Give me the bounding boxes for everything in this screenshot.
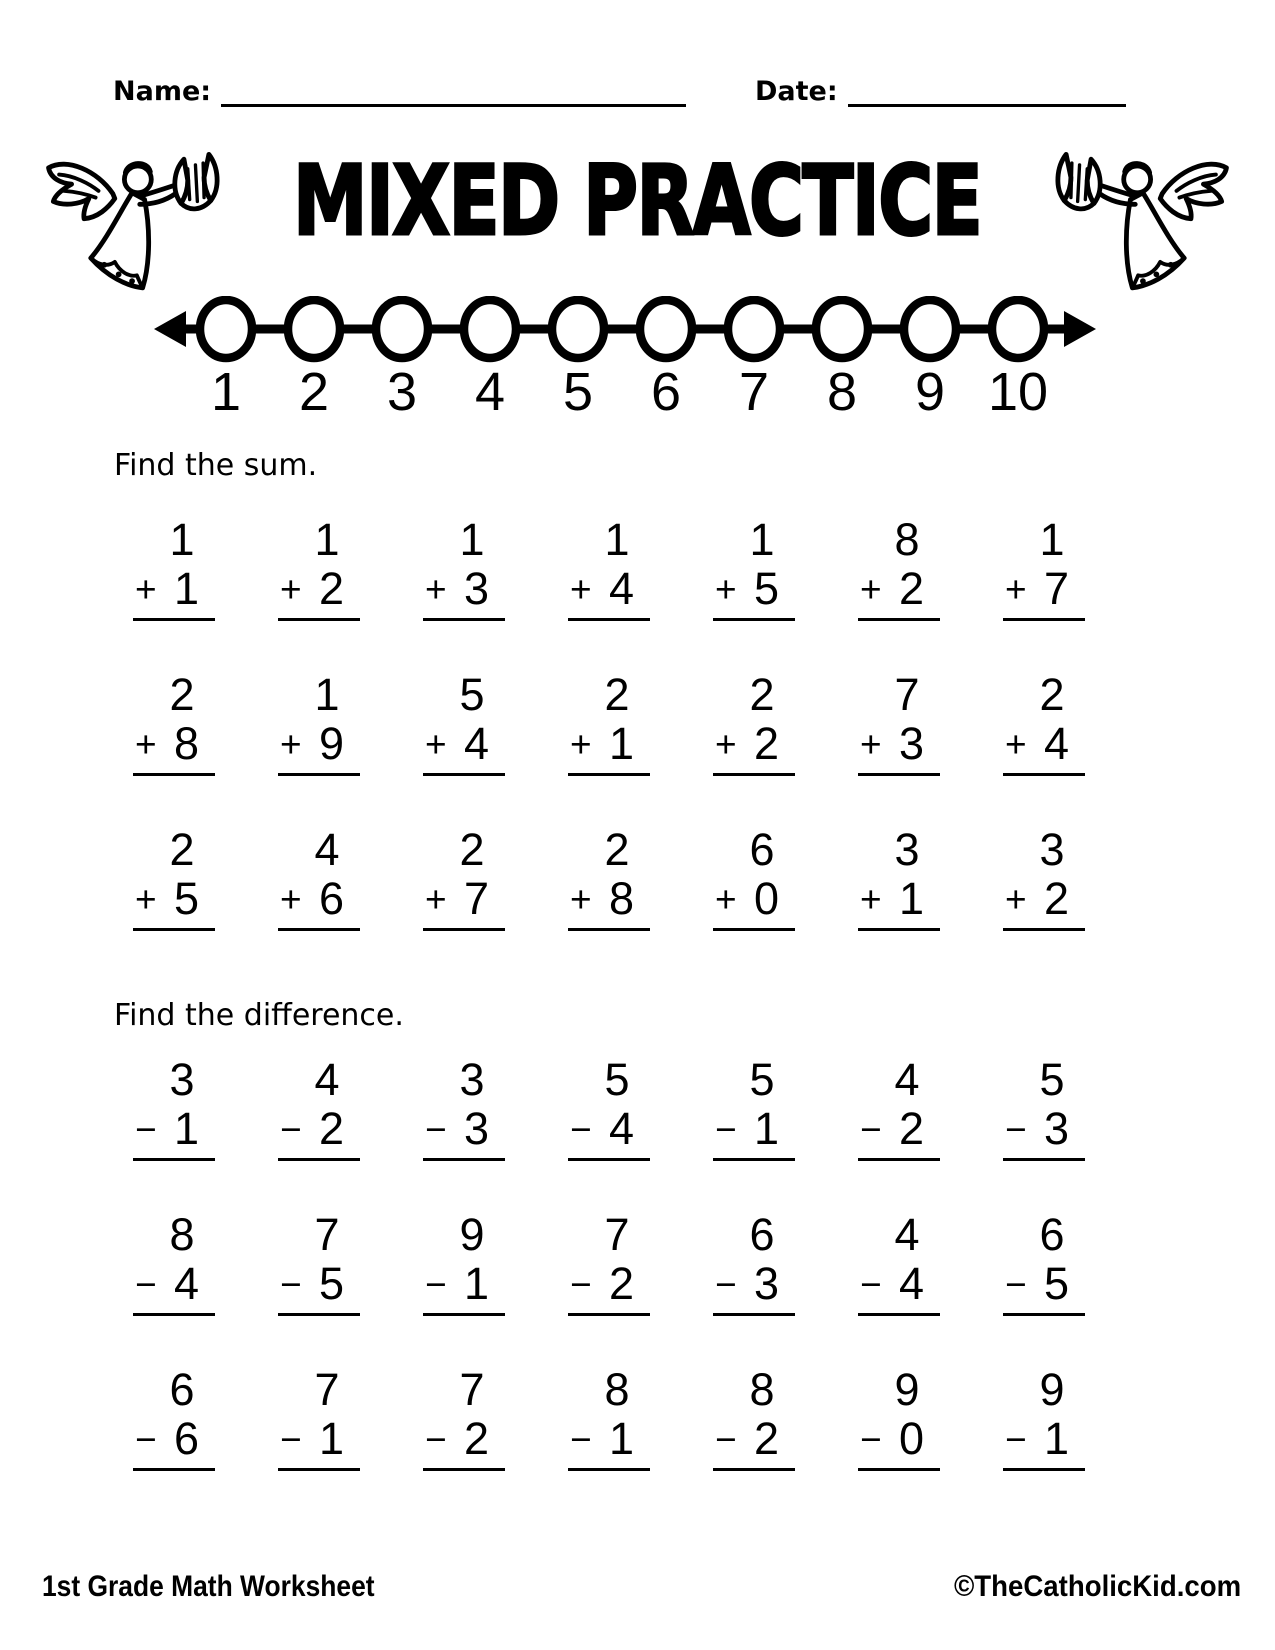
plus-operator: +: [1005, 723, 1027, 765]
top-operand: 2: [169, 669, 195, 720]
plus-operator: +: [425, 568, 447, 610]
operator-row: [278, 875, 360, 923]
top-operand: 1: [314, 514, 340, 565]
top-operand: 6: [169, 1364, 195, 1415]
number-line-label: 1: [210, 362, 242, 416]
minus-operator: −: [715, 1263, 737, 1305]
operator-row: [423, 1415, 505, 1463]
bottom-operand: 2: [898, 1103, 924, 1154]
bottom-operand: 6: [318, 873, 344, 924]
bottom-operand: 0: [753, 873, 779, 924]
operator-row: [713, 875, 795, 923]
operator-row: [713, 720, 795, 768]
number-line-point: [464, 300, 516, 358]
name-write-line: [221, 76, 686, 107]
top-operand: 7: [604, 1209, 630, 1260]
minus-operator: −: [425, 1108, 447, 1150]
problem: [278, 1366, 360, 1471]
top-operand: 6: [1039, 1209, 1065, 1260]
top-operand: 1: [1039, 514, 1065, 565]
number-line-point: [728, 300, 780, 358]
bottom-operand: 1: [898, 873, 924, 924]
problem: [133, 1366, 215, 1471]
problem: [278, 1056, 360, 1161]
operator-row: [423, 720, 505, 768]
operator-row: [568, 1415, 650, 1463]
bottom-operand: 7: [1043, 563, 1069, 614]
plus-operator: +: [280, 568, 302, 610]
top-operand: 2: [169, 824, 195, 875]
top-operand: 2: [749, 669, 775, 720]
problem: [133, 516, 215, 621]
bottom-operand: 0: [898, 1413, 924, 1464]
top-operand: 9: [1039, 1364, 1065, 1415]
bottom-operand: 1: [753, 1103, 779, 1154]
bottom-operand: 1: [1043, 1413, 1069, 1464]
problem: [858, 1056, 940, 1161]
bottom-operand: 1: [608, 1413, 634, 1464]
operator-row: [133, 720, 215, 768]
bottom-operand: 2: [608, 1258, 634, 1309]
minus-operator: −: [280, 1108, 302, 1150]
problem: [568, 1211, 650, 1316]
plus-operator: +: [425, 878, 447, 920]
bottom-operand: 5: [753, 563, 779, 614]
difference-section-heading: Find the difference.: [114, 998, 404, 1033]
operator-row: [858, 1105, 940, 1153]
top-operand: 8: [749, 1364, 775, 1415]
plus-operator: +: [1005, 568, 1027, 610]
problem: [423, 1056, 505, 1161]
top-operand: 8: [169, 1209, 195, 1260]
operator-row: [133, 875, 215, 923]
problem: [1003, 671, 1085, 776]
minus-operator: −: [280, 1418, 302, 1460]
minus-operator: −: [570, 1108, 592, 1150]
operator-row: [713, 565, 795, 613]
operator-row: [423, 565, 505, 613]
top-operand: 6: [749, 1209, 775, 1260]
problem: [278, 671, 360, 776]
problem: [1003, 1366, 1085, 1471]
problem: [1003, 516, 1085, 621]
bottom-operand: 9: [318, 718, 344, 769]
bottom-operand: 3: [898, 718, 924, 769]
operator-row: [713, 1415, 795, 1463]
plus-operator: +: [715, 568, 737, 610]
problem: [713, 826, 795, 931]
problem: [568, 671, 650, 776]
top-operand: 7: [894, 669, 920, 720]
sum-problems-grid: [133, 516, 1085, 931]
problem: [133, 671, 215, 776]
bottom-operand: 3: [1043, 1103, 1069, 1154]
plus-operator: +: [135, 723, 157, 765]
top-operand: 9: [894, 1364, 920, 1415]
bottom-operand: 1: [173, 1103, 199, 1154]
bottom-operand: 8: [608, 873, 634, 924]
operator-row: [1003, 875, 1085, 923]
number-line-label: 4: [474, 362, 506, 416]
top-operand: 4: [314, 824, 340, 875]
number-line: [150, 296, 1100, 416]
bottom-operand: 1: [608, 718, 634, 769]
bottom-operand: 2: [898, 563, 924, 614]
plus-operator: +: [860, 568, 882, 610]
minus-operator: −: [135, 1108, 157, 1150]
bottom-operand: 2: [463, 1413, 489, 1464]
problem: [1003, 1211, 1085, 1316]
operator-row: [423, 1105, 505, 1153]
operator-row: [858, 1415, 940, 1463]
bottom-operand: 2: [1043, 873, 1069, 924]
problem: [713, 671, 795, 776]
footer-copyright: ©TheCatholicKid.com: [953, 1570, 1241, 1603]
top-operand: 1: [749, 514, 775, 565]
problem: [713, 1211, 795, 1316]
problem: [278, 1211, 360, 1316]
bottom-operand: 2: [318, 1103, 344, 1154]
number-line-label: 10: [987, 362, 1049, 416]
minus-operator: −: [1005, 1263, 1027, 1305]
bottom-operand: 2: [753, 718, 779, 769]
name-field: [113, 76, 686, 107]
plus-operator: +: [570, 878, 592, 920]
top-operand: 7: [314, 1364, 340, 1415]
number-line-point: [200, 300, 252, 358]
bottom-operand: 5: [318, 1258, 344, 1309]
top-operand: 4: [314, 1054, 340, 1105]
top-operand: 8: [604, 1364, 630, 1415]
problem: [423, 671, 505, 776]
minus-operator: −: [860, 1108, 882, 1150]
top-operand: 6: [749, 824, 775, 875]
minus-operator: −: [570, 1263, 592, 1305]
operator-row: [133, 1260, 215, 1308]
operator-row: [278, 1260, 360, 1308]
minus-operator: −: [135, 1263, 157, 1305]
number-line-point: [640, 300, 692, 358]
problem: [1003, 1056, 1085, 1161]
problem: [133, 826, 215, 931]
operator-row: [278, 1105, 360, 1153]
number-line-point: [552, 300, 604, 358]
problem: [278, 826, 360, 931]
bottom-operand: 2: [753, 1413, 779, 1464]
top-operand: 4: [894, 1054, 920, 1105]
plus-operator: +: [570, 568, 592, 610]
number-line-point: [376, 300, 428, 358]
date-write-line: [848, 76, 1126, 107]
problem: [568, 1366, 650, 1471]
problem: [713, 1366, 795, 1471]
bottom-operand: 6: [173, 1413, 199, 1464]
top-operand: 4: [894, 1209, 920, 1260]
page-title: MIXED PRACTICE: [293, 145, 982, 257]
problem: [858, 671, 940, 776]
problem: [423, 1366, 505, 1471]
number-line-label: 2: [298, 362, 330, 416]
minus-operator: −: [425, 1263, 447, 1305]
problem: [133, 1211, 215, 1316]
plus-operator: +: [135, 568, 157, 610]
top-operand: 8: [894, 514, 920, 565]
minus-operator: −: [135, 1418, 157, 1460]
name-label: Name:: [113, 76, 212, 107]
operator-row: [1003, 1415, 1085, 1463]
number-line-point: [288, 300, 340, 358]
problem: [568, 1056, 650, 1161]
plus-operator: +: [860, 878, 882, 920]
bottom-operand: 5: [1043, 1258, 1069, 1309]
number-line-label: 7: [738, 362, 770, 416]
plus-operator: +: [715, 878, 737, 920]
bottom-operand: 8: [173, 718, 199, 769]
problem: [858, 1366, 940, 1471]
top-operand: 5: [749, 1054, 775, 1105]
operator-row: [568, 565, 650, 613]
number-line-label: 9: [914, 362, 946, 416]
difference-problems-grid: [133, 1056, 1085, 1471]
minus-operator: −: [715, 1418, 737, 1460]
number-line-point: [816, 300, 868, 358]
top-operand: 3: [1039, 824, 1065, 875]
plus-operator: +: [280, 723, 302, 765]
minus-operator: −: [1005, 1108, 1027, 1150]
date-label: Date:: [755, 76, 838, 107]
problem: [858, 1211, 940, 1316]
plus-operator: +: [570, 723, 592, 765]
top-operand: 5: [604, 1054, 630, 1105]
problem: [568, 826, 650, 931]
bottom-operand: 5: [173, 873, 199, 924]
top-operand: 2: [604, 669, 630, 720]
date-field: [755, 76, 1126, 107]
minus-operator: −: [425, 1418, 447, 1460]
top-operand: 3: [169, 1054, 195, 1105]
problem: [423, 1211, 505, 1316]
minus-operator: −: [280, 1263, 302, 1305]
operator-row: [133, 1105, 215, 1153]
plus-operator: +: [715, 723, 737, 765]
top-operand: 3: [894, 824, 920, 875]
top-operand: 5: [459, 669, 485, 720]
problem: [713, 516, 795, 621]
plus-operator: +: [1005, 878, 1027, 920]
operator-row: [858, 1260, 940, 1308]
bottom-operand: 3: [753, 1258, 779, 1309]
number-line-label: 8: [826, 362, 858, 416]
bottom-operand: 2: [318, 563, 344, 614]
bottom-operand: 4: [608, 563, 634, 614]
plus-operator: +: [280, 878, 302, 920]
operator-row: [1003, 720, 1085, 768]
minus-operator: −: [715, 1108, 737, 1150]
operator-row: [423, 875, 505, 923]
operator-row: [568, 720, 650, 768]
minus-operator: −: [570, 1418, 592, 1460]
bottom-operand: 4: [463, 718, 489, 769]
problem: [133, 1056, 215, 1161]
top-operand: 1: [169, 514, 195, 565]
number-line-label: 6: [650, 362, 682, 416]
bottom-operand: 4: [173, 1258, 199, 1309]
operator-row: [568, 875, 650, 923]
operator-row: [1003, 565, 1085, 613]
number-line-point: [992, 300, 1044, 358]
bottom-operand: 4: [898, 1258, 924, 1309]
bottom-operand: 3: [463, 563, 489, 614]
operator-row: [278, 565, 360, 613]
operator-row: [423, 1260, 505, 1308]
top-operand: 3: [459, 1054, 485, 1105]
footer-worksheet-label: 1st Grade Math Worksheet: [42, 1570, 375, 1603]
problem: [858, 516, 940, 621]
bottom-operand: 1: [173, 563, 199, 614]
operator-row: [1003, 1260, 1085, 1308]
operator-row: [568, 1260, 650, 1308]
bottom-operand: 1: [318, 1413, 344, 1464]
top-operand: 7: [459, 1364, 485, 1415]
minus-operator: −: [860, 1263, 882, 1305]
plus-operator: +: [425, 723, 447, 765]
problem: [568, 516, 650, 621]
top-operand: 1: [604, 514, 630, 565]
top-operand: 1: [314, 669, 340, 720]
operator-row: [713, 1260, 795, 1308]
number-line-point: [904, 300, 956, 358]
problem: [713, 1056, 795, 1161]
operator-row: [713, 1105, 795, 1153]
bottom-operand: 3: [463, 1103, 489, 1154]
operator-row: [278, 1415, 360, 1463]
problem: [858, 826, 940, 931]
operator-row: [858, 875, 940, 923]
operator-row: [133, 565, 215, 613]
problem: [1003, 826, 1085, 931]
problem: [423, 826, 505, 931]
top-operand: 5: [1039, 1054, 1065, 1105]
operator-row: [568, 1105, 650, 1153]
minus-operator: −: [860, 1418, 882, 1460]
operator-row: [1003, 1105, 1085, 1153]
number-line-label: 3: [386, 362, 418, 416]
bottom-operand: 1: [463, 1258, 489, 1309]
operator-row: [858, 720, 940, 768]
top-operand: 2: [604, 824, 630, 875]
top-operand: 2: [1039, 669, 1065, 720]
minus-operator: −: [1005, 1418, 1027, 1460]
top-operand: 9: [459, 1209, 485, 1260]
problem: [278, 516, 360, 621]
bottom-operand: 4: [1043, 718, 1069, 769]
operator-row: [133, 1415, 215, 1463]
bottom-operand: 7: [463, 873, 489, 924]
top-operand: 1: [459, 514, 485, 565]
top-operand: 2: [459, 824, 485, 875]
number-line-label: 5: [562, 362, 594, 416]
plus-operator: +: [860, 723, 882, 765]
top-operand: 7: [314, 1209, 340, 1260]
plus-operator: +: [135, 878, 157, 920]
operator-row: [858, 565, 940, 613]
sum-section-heading: Find the sum.: [114, 448, 318, 483]
operator-row: [278, 720, 360, 768]
bottom-operand: 4: [608, 1103, 634, 1154]
problem: [423, 516, 505, 621]
